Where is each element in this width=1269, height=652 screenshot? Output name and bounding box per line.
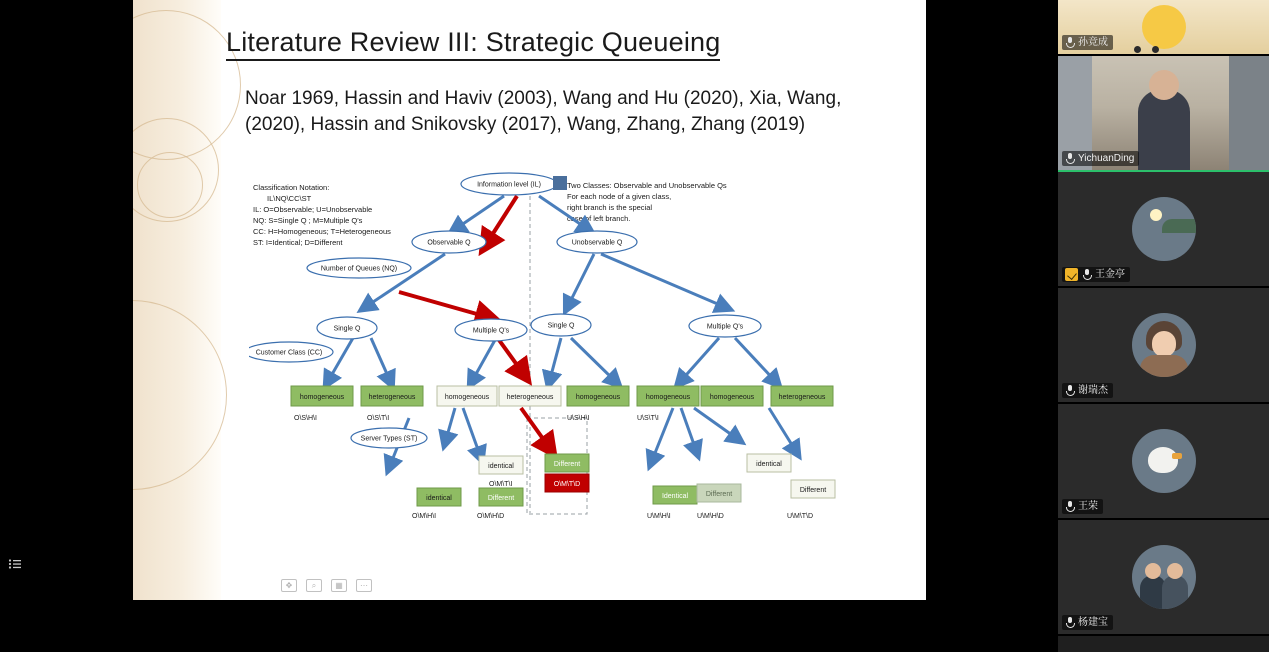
svg-text:Two Classes: Observable and Un: Two Classes: Observable and Unobservable Qs	[567, 181, 727, 190]
participant-tile-active-speaker[interactable]	[1058, 56, 1269, 172]
participant-tile[interactable]	[1058, 0, 1269, 56]
svg-text:O\M\T\I: O\M\T\I	[489, 481, 513, 488]
svg-text:heterogeneous: heterogeneous	[368, 394, 416, 401]
svg-text:IL: O=Observable; U=Unobservab: IL: O=Observable; U=Unobservable	[253, 205, 373, 214]
participant-name: 王金亭	[1095, 269, 1125, 280]
pan-icon[interactable]: ✥	[281, 579, 297, 592]
participant-tile[interactable]	[1058, 404, 1269, 520]
participant-name-label	[1062, 615, 1113, 630]
svg-text:U\S\H\I: U\S\H\I	[567, 415, 590, 422]
person-photo-avatar	[1132, 313, 1196, 377]
svg-text:Different: Different	[705, 491, 733, 498]
svg-text:ST: I=Identical; D=Different: ST: I=Identical; D=Different	[253, 238, 343, 247]
svg-text:right branch is the special: right branch is the special	[567, 203, 653, 212]
zoom-icon[interactable]: ⌕	[306, 579, 322, 592]
microphone-icon	[1065, 617, 1074, 628]
svg-text:O\M\H\I: O\M\H\I	[412, 513, 437, 520]
svg-text:Multiple Q's: Multiple Q's	[706, 323, 744, 331]
participant-tile[interactable]	[1058, 172, 1269, 288]
couple-photo-avatar	[1132, 545, 1196, 609]
svg-text:identical: identical	[488, 463, 514, 470]
svg-text:U\M\T\D: U\M\T\D	[787, 513, 814, 520]
layout-icon[interactable]: ▦	[331, 579, 347, 592]
svg-text:identical: identical	[756, 461, 782, 468]
svg-text:Number of Queues (NQ): Number of Queues (NQ)	[320, 265, 398, 273]
participant-tile[interactable]	[1058, 520, 1269, 636]
svg-text:homogeneous: homogeneous	[444, 394, 490, 401]
participant-name-label	[1062, 383, 1113, 398]
participant-name: 杨建宝	[1078, 617, 1108, 628]
participant-name: 谢瑞杰	[1078, 385, 1108, 396]
participant-name-label	[1062, 35, 1113, 50]
microphone-icon	[1082, 269, 1091, 280]
svg-text:homogeneous: homogeneous	[575, 394, 621, 401]
svg-text:Information level (IL): Information level (IL)	[477, 181, 541, 189]
svg-text:identical: identical	[426, 495, 452, 502]
svg-text:Different: Different	[799, 487, 827, 494]
presentation-slide[interactable]	[133, 0, 926, 600]
svg-text:O\M\H\D: O\M\H\D	[477, 513, 505, 520]
participant-name: 王荣	[1078, 501, 1098, 512]
svg-text:Different: Different	[553, 461, 581, 468]
svg-text:Unobservable Q: Unobservable Q	[571, 239, 623, 247]
lake-photo-avatar	[1132, 197, 1196, 261]
more-icon[interactable]: ⋯	[356, 579, 372, 592]
participant-name-label	[1062, 267, 1130, 282]
svg-text:CC: H=Homogeneous; T=Heteroge: CC: H=Homogeneous; T=Heterogeneous	[253, 227, 391, 236]
svg-text:Server Types (ST): Server Types (ST)	[360, 435, 418, 443]
svg-text:O\S\T\I: O\S\T\I	[367, 415, 390, 422]
svg-text:O\S\H\I: O\S\H\I	[294, 415, 317, 422]
classification-tree-figure	[249, 168, 889, 538]
svg-text:homogeneous: homogeneous	[299, 394, 345, 401]
slide-subtitle: Noar 1969, Hassin and Haviv (2003), Wang and Hu (2020), Xia, Wang, (2020), Hassin and Snikovsky (2017), Wang, Zhang, Zhang (2019)	[245, 88, 842, 135]
slide-title	[226, 27, 720, 58]
slide-decoration	[133, 0, 221, 600]
bird-photo-avatar	[1132, 429, 1196, 493]
svg-text:U\M\H\I: U\M\H\I	[647, 513, 671, 520]
svg-text:Identical: Identical	[661, 493, 689, 500]
raise-hand-icon	[1065, 268, 1078, 281]
microphone-icon	[1065, 501, 1074, 512]
svg-text:IL\NQ\CC\ST: IL\NQ\CC\ST	[267, 194, 312, 203]
svg-text:For each node of a given cla: For each node of a given class,	[567, 192, 672, 201]
participant-name: 孙竞成	[1078, 37, 1108, 48]
svg-text:heterogeneous: heterogeneous	[506, 394, 554, 401]
list-menu-icon[interactable]	[6, 556, 24, 574]
svg-text:U\S\T\I: U\S\T\I	[637, 415, 659, 422]
svg-text:case of left branch.: case of left branch.	[567, 214, 631, 223]
participant-strip[interactable]	[1058, 0, 1269, 652]
microphone-icon	[1065, 153, 1074, 164]
svg-text:Classification Notation:: Classification Notation:	[253, 183, 330, 192]
microphone-icon	[1065, 385, 1074, 396]
svg-text:Customer Class (CC): Customer Class (CC)	[255, 349, 323, 357]
svg-text:homogeneous: homogeneous	[709, 394, 755, 401]
svg-text:Multiple Q's: Multiple Q's	[472, 327, 510, 335]
slide-viewer-toolbar[interactable]	[281, 579, 372, 592]
svg-text:Single Q: Single Q	[333, 325, 361, 333]
svg-text:O\M\T\D: O\M\T\D	[553, 481, 581, 488]
participant-name-label	[1062, 499, 1103, 514]
svg-text:Different: Different	[487, 495, 515, 502]
svg-text:NQ: S=Single Q ; M=Multiple Q': NQ: S=Single Q ; M=Multiple Q's	[253, 216, 363, 225]
svg-text:heterogeneous: heterogeneous	[778, 394, 826, 401]
participant-tile[interactable]	[1058, 288, 1269, 404]
slide-title-text: Literature Review III: Strategic Queueing	[226, 27, 720, 61]
microphone-icon	[1065, 37, 1074, 48]
svg-text:homogeneous: homogeneous	[645, 394, 691, 401]
participant-name: YichuanDing	[1078, 153, 1135, 164]
participant-name-label	[1062, 151, 1139, 166]
svg-text:U\M\H\D: U\M\H\D	[697, 513, 724, 520]
svg-text:Observable Q: Observable Q	[427, 239, 471, 247]
svg-text:Single Q: Single Q	[547, 322, 575, 330]
